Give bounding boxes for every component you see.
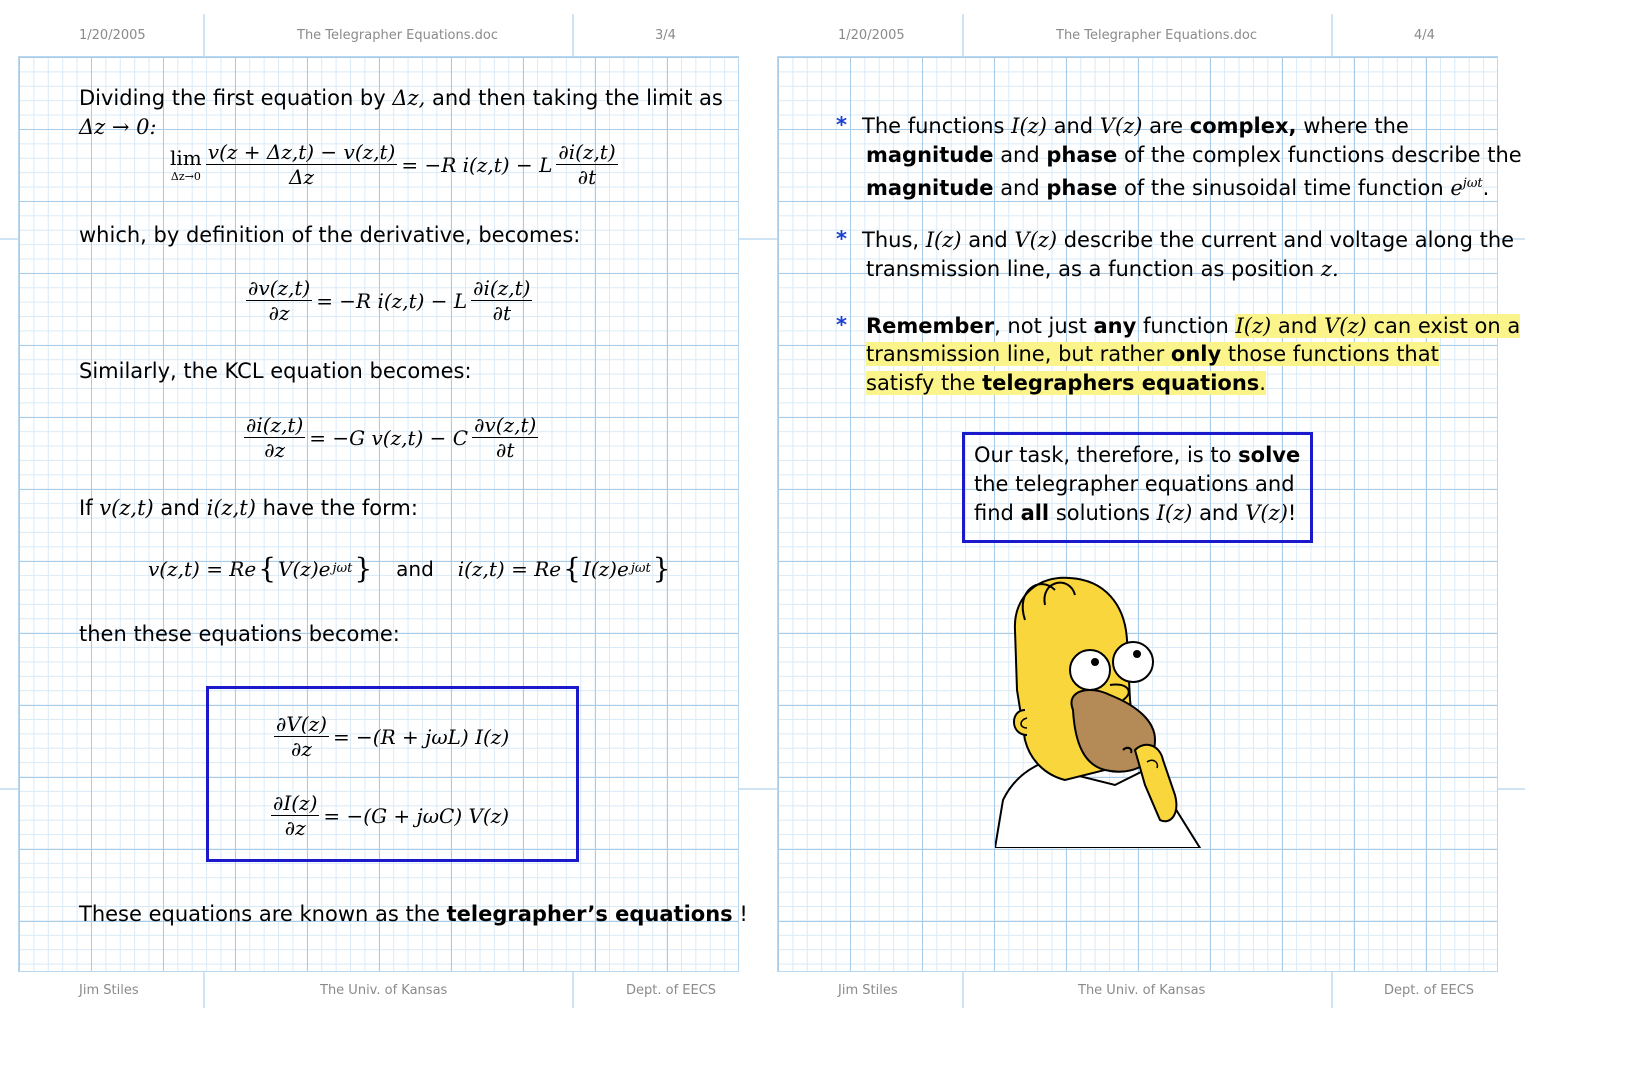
divider-left-3 <box>203 972 205 1008</box>
brace-close: } <box>652 552 671 585</box>
box-equation-1 <box>274 712 509 761</box>
left-para-6 <box>79 899 748 929</box>
v-zt: v(z,t) <box>99 496 154 520</box>
task-line1 <box>974 440 1300 470</box>
text: of the sinusoidal time function <box>1123 176 1444 200</box>
left-para-2: which, by definition of the derivative, becomes: <box>79 223 581 247</box>
eye-right <box>1113 642 1153 682</box>
numerator: ∂v(z,t) <box>248 276 311 300</box>
equation-current-derivative <box>244 413 538 462</box>
bullet-2-star: * <box>836 227 847 251</box>
bold-complex: complex, <box>1189 114 1297 138</box>
I-z: I(z) <box>1235 314 1272 338</box>
text: Our task, therefore, is to <box>974 443 1232 467</box>
rhs: = −R i(z,t) − L <box>316 288 468 313</box>
divider-h-6 <box>1497 788 1525 790</box>
right-footer-author: Jim Stiles <box>838 983 898 998</box>
text: function <box>1143 314 1229 338</box>
text: where the <box>1303 114 1409 138</box>
right-header-page: 4/4 <box>1414 28 1435 43</box>
text: Thus, <box>862 228 920 252</box>
fraction <box>244 413 305 462</box>
left-header-page: 3/4 <box>655 28 676 43</box>
denominator: ∂z <box>291 737 312 761</box>
rhs: = −(G + jωC) V(z) <box>323 803 510 828</box>
task-line3 <box>974 498 1296 528</box>
and-text: and <box>396 556 434 581</box>
pupil-right <box>1133 650 1141 658</box>
divider-left-2 <box>572 14 574 58</box>
divider-right-3 <box>962 972 964 1008</box>
i-exp: jωt <box>630 561 651 576</box>
text: , not just <box>994 314 1087 338</box>
V-z: V(z) <box>1245 501 1288 525</box>
divider-h-1 <box>0 238 20 240</box>
text: have the form: <box>262 496 418 520</box>
rhs: = −R i(z,t) − L <box>401 152 553 177</box>
lim-operator <box>170 146 202 183</box>
right-footer-dept: Dept. of EECS <box>1384 983 1475 998</box>
text: find <box>974 501 1014 525</box>
text: ! <box>1287 501 1297 525</box>
right-header-title: The Telegrapher Equations.doc <box>1056 28 1258 43</box>
text: and <box>1199 501 1239 525</box>
left-para-1-line2: Δz → 0: <box>79 115 157 139</box>
bold-magnitude: magnitude <box>866 143 994 167</box>
V-z: V(z) <box>1014 228 1058 252</box>
bold-solve: solve <box>1238 443 1301 467</box>
bold-phase: phase <box>1046 176 1118 200</box>
brace-close: } <box>354 552 373 585</box>
text: describe the current and voltage along the <box>1063 228 1515 252</box>
fraction <box>274 712 329 761</box>
left-para-4 <box>79 493 418 523</box>
text: The functions <box>862 114 1005 138</box>
i-zt: i(z,t) <box>206 496 256 520</box>
bullet-1-line1 <box>862 111 1409 141</box>
i-re: i(z,t) = Re <box>457 556 562 581</box>
text: transmission line, but rather <box>866 342 1165 366</box>
eye-left <box>1070 650 1110 690</box>
fraction <box>271 791 319 840</box>
bullet-3-star: * <box>836 313 847 337</box>
left-para-1-line1 <box>79 83 723 113</box>
text: ! <box>739 902 748 926</box>
V-z: V(z) <box>1324 314 1367 338</box>
brace-open: { <box>563 552 581 585</box>
numerator: ∂i(z,t) <box>473 276 531 300</box>
text: . <box>1482 176 1490 200</box>
I-z: I(z) <box>1156 501 1193 525</box>
bold-all: all <box>1020 501 1050 525</box>
equation-voltage-derivative <box>246 276 532 325</box>
bold-telegraphers: telegraphers equations <box>982 371 1260 395</box>
right-header-date: 1/20/2005 <box>838 28 905 43</box>
left-para-5: then these equations become: <box>79 622 400 646</box>
bullet-3-line2 <box>866 339 1439 369</box>
right-footer-school: The Univ. of Kansas <box>1078 983 1206 998</box>
divider-right-1 <box>962 14 964 58</box>
fraction <box>206 140 398 189</box>
numerator: ∂I(z) <box>273 791 318 815</box>
denominator: ∂z <box>284 816 306 840</box>
divider-h-4 <box>738 788 778 790</box>
I-z: I(z) <box>925 228 962 252</box>
denominator: ∂z <box>264 438 286 462</box>
left-footer-author: Jim Stiles <box>79 983 139 998</box>
divider-h-3 <box>738 238 778 240</box>
denominator: ∂t <box>492 301 511 325</box>
v-exp: jωt <box>332 561 353 576</box>
brace-open: { <box>258 552 277 585</box>
bold-only: only <box>1170 342 1222 366</box>
fraction <box>246 276 312 325</box>
text: and <box>968 228 1008 252</box>
lim-text: lim <box>170 146 202 170</box>
bullet-2-line2 <box>866 254 1339 284</box>
divider-left-4 <box>572 972 574 1008</box>
task-line2: the telegrapher equations and <box>974 472 1295 496</box>
text: can exist on a <box>1373 314 1521 338</box>
pupil-left <box>1091 658 1099 666</box>
numerator: ∂V(z) <box>276 712 327 736</box>
bullet-1-line2 <box>866 140 1522 170</box>
numerator: ∂i(z,t) <box>558 140 616 164</box>
bullet-3-line3 <box>866 368 1266 398</box>
z-var: z. <box>1320 257 1339 281</box>
left-footer-school: The Univ. of Kansas <box>320 983 448 998</box>
text: and <box>160 496 200 520</box>
fraction-deriv <box>471 276 532 325</box>
text: satisfy the <box>866 371 976 395</box>
text: and <box>1053 114 1094 138</box>
numerator: ∂i(z,t) <box>246 413 304 437</box>
text: those functions that <box>1227 342 1439 366</box>
V-z: V(z) <box>1099 114 1143 138</box>
text: These equations are known as the <box>79 902 440 926</box>
v-body: V(z)e <box>278 556 331 581</box>
divider-h-2 <box>0 788 20 790</box>
divider-left-1 <box>203 14 205 58</box>
bullet-1-line3 <box>866 169 1489 203</box>
left-header-title: The Telegrapher Equations.doc <box>297 28 499 43</box>
text: solutions <box>1055 501 1150 525</box>
bullet-1-star: * <box>836 113 847 137</box>
text: are <box>1149 114 1184 138</box>
bold-phase: phase <box>1046 143 1118 167</box>
equation-limit <box>170 140 618 189</box>
i-body: I(z)e <box>582 556 629 581</box>
numerator: ∂v(z,t) <box>474 413 537 437</box>
denominator: ∂z <box>268 301 290 325</box>
divider-right-4 <box>1331 972 1333 1008</box>
fraction-deriv <box>472 413 538 462</box>
divider-right-2 <box>1331 14 1333 58</box>
bold-magnitude: magnitude <box>866 176 994 200</box>
lim-sub: Δz→0 <box>170 170 201 183</box>
v-re: v(z,t) = Re <box>148 556 257 581</box>
bullet-2-line1 <box>862 225 1514 255</box>
text: and then taking the limit as <box>431 86 723 110</box>
denominator: ∂t <box>577 165 597 189</box>
text: and <box>1277 314 1318 338</box>
denominator: ∂t <box>496 438 515 462</box>
numerator: v(z + Δz,t) − v(z,t) <box>207 140 396 164</box>
delta-z: Δz, <box>392 86 426 110</box>
left-para-3: Similarly, the KCL equation becomes: <box>79 359 472 383</box>
text: and <box>1000 176 1040 200</box>
text: If <box>79 496 93 520</box>
text: transmission line, as a function as position <box>866 257 1315 281</box>
bold-remember: Remember <box>866 314 995 338</box>
I-z: I(z) <box>1011 114 1047 138</box>
cartoon-thinking-man-icon <box>995 570 1210 848</box>
left-footer-dept: Dept. of EECS <box>626 983 717 998</box>
fraction-deriv <box>556 140 617 189</box>
bold-text: telegrapher’s equations <box>446 902 733 926</box>
bold-any: any <box>1093 314 1137 338</box>
exp-base: e <box>1450 176 1463 200</box>
exp-power: jωt <box>1462 176 1483 191</box>
text: of the complex functions describe the <box>1123 143 1522 167</box>
bullet-3-line1 <box>866 311 1520 341</box>
text: Dividing the first equation by <box>79 86 386 110</box>
equation-phasor-form <box>148 552 671 585</box>
rhs: = −G v(z,t) − C <box>309 425 469 450</box>
denominator: Δz <box>289 165 315 189</box>
text: and <box>1000 143 1040 167</box>
box-equation-2 <box>271 791 509 840</box>
text: . <box>1259 371 1266 395</box>
rhs: = −(R + jωL) I(z) <box>332 724 510 749</box>
left-header-date: 1/20/2005 <box>79 28 146 43</box>
